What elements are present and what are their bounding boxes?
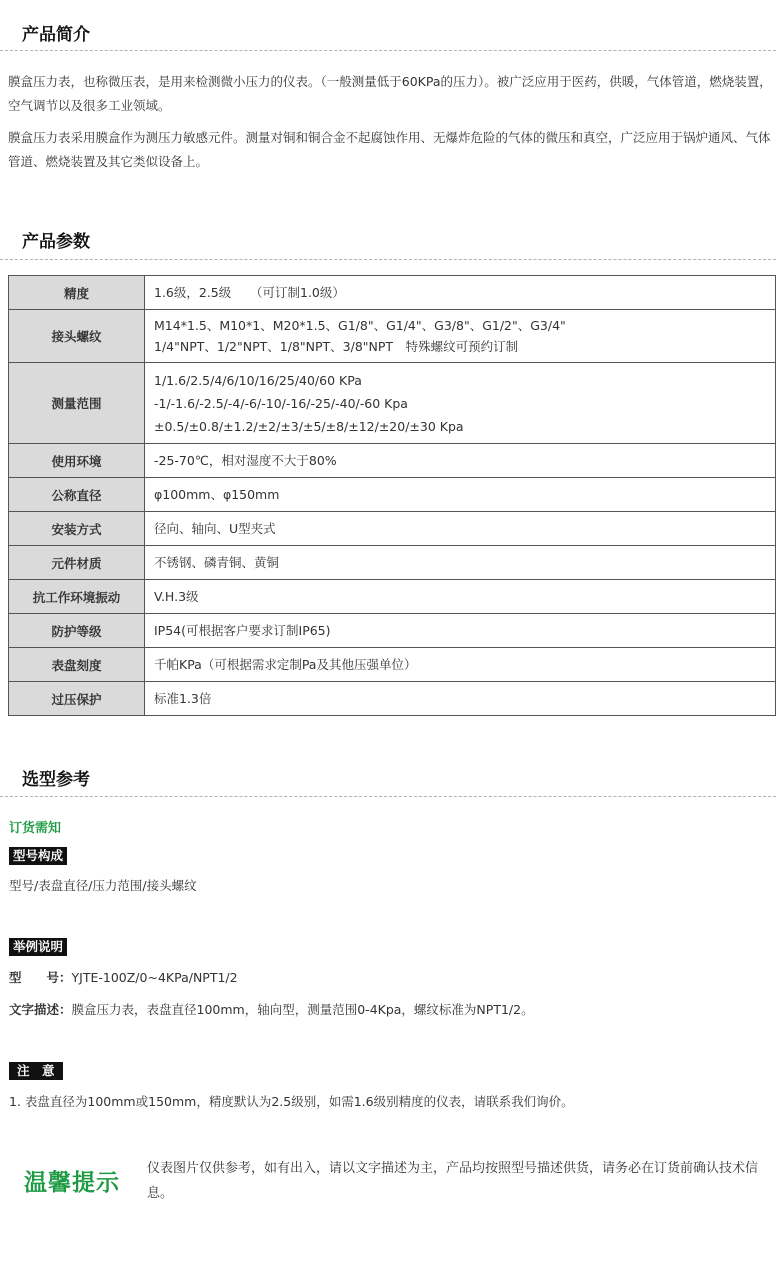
- param-value: 径向、轴向、U型夹式: [145, 512, 776, 546]
- param-value: 标准1.3倍: [145, 682, 776, 716]
- note-tag: 注 意: [9, 1062, 63, 1080]
- table-row: [9, 512, 776, 546]
- param-value: 千帕KPa（可根据需求定制Pa及其他压强单位）: [145, 648, 776, 682]
- params-table: [8, 275, 776, 716]
- table-row: [9, 580, 776, 614]
- param-key: 精度: [9, 276, 145, 310]
- param-key: 防护等级: [9, 614, 145, 648]
- example-desc-line: [9, 1000, 534, 1020]
- param-value: 1.6级，2.5级 （可订制1.0级）: [145, 276, 776, 310]
- table-row: [9, 363, 776, 444]
- param-key: 安装方式: [9, 512, 145, 546]
- param-key: 抗工作环境振动: [9, 580, 145, 614]
- param-key: 公称直径: [9, 478, 145, 512]
- table-row: [9, 546, 776, 580]
- example-desc-value: 膜盒压力表，表盘直径100mm，轴向型，测量范围0-4Kpa，螺纹标准为NPT1/2。: [71, 1002, 534, 1017]
- example-tag: 举例说明: [9, 938, 67, 956]
- param-value: M14*1.5、M10*1、M20*1.5、G1/8"、G1/4"、G3/8"、G1/2"、G3/4" 1/4"NPT、1/2"NPT、1/8"NPT、3/8"NPT 特殊螺纹可预约订制: [145, 310, 776, 363]
- example-model-value: YJTE-100Z/0~4KPa/NPT1/2: [71, 970, 238, 985]
- selection-section-header: [0, 769, 776, 797]
- intro-section-header: [0, 24, 776, 51]
- example-model-line: [9, 968, 238, 988]
- example-desc-label: 文字描述：: [9, 1002, 72, 1017]
- param-value: 不锈钢、磷青铜、黄铜: [145, 546, 776, 580]
- model-composition-tag: 型号构成: [9, 847, 67, 865]
- tip-title: 温馨提示: [24, 1170, 120, 1196]
- param-value: 1/1.6/2.5/4/6/10/16/25/40/60 KPa -1/-1.6/-2.5/-4/-6/-10/-16/-25/-40/-60 Kpa ±0.5/±0.8/±1.2/±2/±3/±5/±8/±12/±20/±30 Kpa: [145, 363, 776, 444]
- table-row: [9, 310, 776, 363]
- param-key: 测量范围: [9, 363, 145, 444]
- order-notice-heading: 订货需知: [9, 821, 62, 836]
- param-value: -25-70℃，相对湿度不大于80%: [145, 444, 776, 478]
- param-key: 表盘刻度: [9, 648, 145, 682]
- note-text: 1. 表盘直径为100mm或150mm，精度默认为2.5级别，如需1.6级别精度的仪表，请联系我们询价。: [9, 1094, 574, 1109]
- table-row: [9, 478, 776, 512]
- params-section-header: [0, 231, 776, 260]
- table-row: [9, 444, 776, 478]
- param-value: V.H.3级: [145, 580, 776, 614]
- selection-title: 选型参考: [22, 770, 90, 790]
- param-key: 使用环境: [9, 444, 145, 478]
- model-composition-text: 型号/表盘直径/压力范围/接头螺纹: [9, 878, 197, 893]
- table-row: [9, 648, 776, 682]
- param-key: 接头螺纹: [9, 310, 145, 363]
- param-key: 元件材质: [9, 546, 145, 580]
- intro-title: 产品简介: [22, 25, 90, 45]
- table-row: [9, 614, 776, 648]
- param-value: IP54(可根据客户要求订制IP65): [145, 614, 776, 648]
- table-row: [9, 276, 776, 310]
- table-row: [9, 682, 776, 716]
- params-title: 产品参数: [22, 232, 90, 252]
- tip-text: 仪表图片仅供参考，如有出入，请以文字描述为主，产品均按照型号描述供货，请务必在订货前确认技术信息。: [147, 1161, 759, 1201]
- intro-paragraph-1: 膜盒压力表，也称微压表，是用来检测微小压力的仪表。（一般测量低于60KPa的压力）。被广泛应用于医药，供暖，气体管道，燃烧装置，空气调节以及很多工业领域。: [8, 74, 772, 113]
- param-value: φ100mm、φ150mm: [145, 478, 776, 512]
- intro-paragraph-2: 膜盒压力表采用膜盒作为测压力敏感元件。测量对铜和铜合金不起腐蚀作用、无爆炸危险的气体的微压和真空，广泛应用于锅炉通风、气体管道、燃烧装置及其它类似设备上。: [8, 130, 771, 169]
- param-key: 过压保护: [9, 682, 145, 716]
- example-model-label: 型 号：: [9, 970, 72, 985]
